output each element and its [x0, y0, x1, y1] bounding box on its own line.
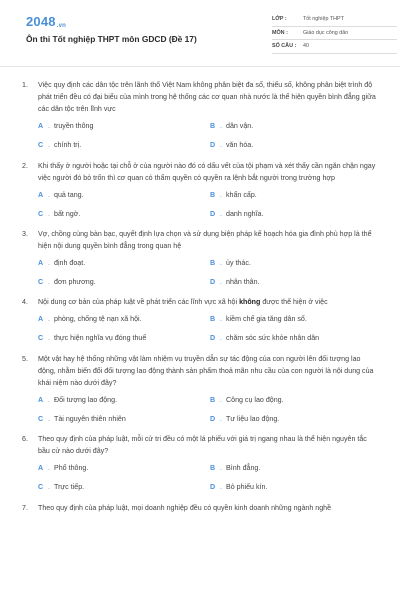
question-item — [22, 79, 385, 152]
answer-options — [38, 256, 385, 288]
option-letter: C — [38, 141, 44, 150]
answer-option-b[interactable]: B . Bình đẳng. — [210, 464, 261, 473]
info-key: LỚP : — [272, 16, 287, 23]
question-list — [0, 79, 400, 522]
answer-options — [38, 313, 385, 345]
question-text-part: Nội dung cơ bản của pháp luật về phát triển các lĩnh vực xã hội — [38, 298, 240, 307]
answer-option-d[interactable]: D . chăm sóc sức khỏe nhân dân — [210, 334, 320, 343]
option-text: Bỏ phiếu kín. — [226, 483, 268, 492]
option-text: nhân thân. — [226, 277, 260, 286]
option-letter: D — [210, 334, 216, 343]
option-letter: C — [38, 334, 44, 343]
option-letter: C — [38, 414, 44, 423]
answer-option-a[interactable]: A . Phổ thông. — [38, 464, 89, 473]
option-letter: D — [210, 141, 216, 150]
option-text: danh nghĩa. — [226, 209, 264, 218]
option-letter: B — [210, 190, 216, 199]
option-letter: B — [210, 395, 216, 404]
option-text: văn hóa. — [226, 141, 254, 150]
option-letter: A — [38, 258, 44, 267]
option-letter: A — [38, 122, 44, 131]
page-title: Ôn thi Tốt nghiệp THPT môn GDCD (Đề 17) — [26, 34, 197, 44]
answer-option-b[interactable]: B . dân vận. — [210, 122, 254, 131]
option-letter: D — [210, 277, 216, 286]
answer-option-c[interactable]: C . Trực tiếp. — [38, 483, 85, 492]
answer-options — [38, 462, 385, 494]
option-text: chính trị. — [54, 141, 82, 150]
option-text: khẩn cấp. — [226, 190, 257, 199]
option-letter: B — [210, 258, 216, 267]
answer-option-d[interactable]: D . danh nghĩa. — [210, 209, 264, 218]
question-text: Khi thấy ở người hoặc tại chỗ ở của người nào đó có dấu vết của tội phạm và xét thấy cần ngăn chặn ngay việc người đó bỏ trốn thì cơ quan có thẩm quyền có quyền ra lệnh bắt người trong trường hợp — [38, 161, 376, 182]
option-text: Phổ thông. — [54, 464, 89, 473]
answer-option-c[interactable]: C . bất ngờ. — [38, 209, 81, 218]
option-text: chăm sóc sức khỏe nhân dân — [226, 334, 320, 343]
question-item — [22, 296, 385, 344]
option-letter: B — [210, 464, 216, 473]
exam-header — [22, 0, 385, 66]
option-text: Công cụ lao động. — [226, 395, 284, 404]
answer-options — [38, 188, 385, 220]
info-key: SỐ CÂU : — [272, 43, 297, 50]
site-logo[interactable] — [26, 14, 66, 29]
answer-option-c[interactable]: C . Tài nguyên thiên nhiên — [38, 414, 126, 423]
option-text: Bình đẳng. — [226, 464, 261, 473]
info-value: Giáo dục công dân — [303, 29, 349, 36]
question-text: Vợ, chồng cùng bàn bạc, quyết định lựa chọn và sử dụng biện pháp kế hoạch hóa gia đình phù hợp là thể hiện nội dung quyền bình đẳng trong quan hệ — [38, 230, 372, 251]
question-number: 1. — [22, 81, 28, 89]
answer-option-d[interactable]: D . nhân thân. — [210, 277, 260, 286]
option-letter: A — [38, 464, 44, 473]
info-value: Tốt nghiệp THPT — [303, 16, 344, 23]
option-letter: D — [210, 483, 216, 492]
option-text: ủy thác. — [226, 258, 251, 267]
info-value: 40 — [303, 43, 309, 50]
question-number: 6. — [22, 435, 28, 444]
option-letter: D — [210, 209, 216, 218]
question-text: Theo quy định của pháp luật, mọi doanh nghiệp đều có quyền kinh doanh những ngành nghề — [38, 503, 332, 512]
answer-option-a[interactable]: A . phòng, chống tệ nạn xã hội. — [38, 315, 142, 324]
option-text: Tư liệu lao động. — [226, 414, 280, 423]
info-row-class — [272, 13, 397, 27]
question-item — [22, 353, 385, 426]
option-letter: B — [210, 315, 216, 324]
answer-option-d[interactable]: D . Tư liệu lao động. — [210, 414, 280, 423]
option-text: dân vận. — [226, 122, 254, 131]
option-letter: C — [38, 483, 44, 492]
question-item — [22, 433, 385, 493]
answer-option-b[interactable]: B . khẩn cấp. — [210, 190, 257, 199]
answer-option-c[interactable]: C . chính trị. — [38, 141, 82, 150]
answer-option-b[interactable]: B . kiềm chế gia tăng dân số. — [210, 315, 307, 324]
option-text: Trực tiếp. — [54, 483, 85, 492]
answer-option-c[interactable]: C . đơn phương. — [38, 277, 96, 286]
info-key: MÔN : — [272, 29, 288, 36]
answer-option-b[interactable]: B . Công cụ lao động. — [210, 395, 284, 404]
option-text: định đoạt. — [54, 258, 86, 267]
answer-option-b[interactable]: B . ủy thác. — [210, 258, 251, 267]
question-text: Một vật hay hệ thống những vật làm nhiệm vụ truyền dẫn sự tác động của con người lên đối tượng lao động, nhằm biến đổi đối tượng lao động thành sản phẩm thoả mãn nhu cầu của con người là nội dung của khái niệm nào dưới đây? — [38, 354, 374, 388]
question-text: Việc quy định các dân tộc trên lãnh thổ Việt Nam không phân biệt đa số, thiểu số, không phân biệt trình độ phát triển đều có đại biểu của mình trong hệ thống các cơ quan nhà nước là thể hiện quyền bình đẳng giữa các dân tộc trên lĩnh vực — [38, 81, 376, 114]
info-row-count — [272, 40, 397, 54]
question-item — [22, 160, 385, 220]
answer-options — [38, 120, 385, 152]
info-row-subject — [272, 27, 397, 41]
option-text: đơn phương. — [54, 277, 96, 286]
answer-option-d[interactable]: D . văn hóa. — [210, 141, 254, 150]
option-text: truyền thông — [54, 122, 94, 131]
question-number: 7. — [22, 503, 28, 512]
question-emphasis: không — [239, 298, 261, 307]
option-text: quả tang. — [54, 190, 84, 199]
option-letter: C — [38, 277, 44, 286]
option-text: thực hiện nghĩa vụ đóng thuế — [54, 334, 147, 343]
option-letter: B — [210, 122, 216, 131]
option-text: kiềm chế gia tăng dân số. — [226, 315, 307, 324]
logo-text: 2048 — [26, 14, 56, 29]
option-letter: A — [38, 395, 44, 404]
answer-option-a[interactable]: A . quả tang. — [38, 190, 84, 199]
option-text: Tài nguyên thiên nhiên — [54, 414, 126, 423]
answer-option-d[interactable]: D . Bỏ phiếu kín. — [210, 483, 268, 492]
option-letter: A — [38, 190, 44, 199]
question-text-part: được thể hiện ở việc — [260, 298, 328, 307]
question-number: 4. — [22, 298, 28, 307]
option-letter: C — [38, 209, 44, 218]
question-text: Theo quy định của pháp luật, mỗi cử tri đều có một lá phiếu với giá trị ngang nhau là thể hiện nguyên tắc bầu cử nào dưới đây? — [38, 435, 367, 456]
option-text: bất ngờ. — [54, 209, 81, 218]
option-text: Đối tượng lao động. — [54, 395, 118, 404]
option-letter: A — [38, 315, 44, 324]
answer-option-a[interactable]: A . Đối tượng lao động. — [38, 395, 118, 404]
question-item — [22, 502, 385, 514]
question-number: 2. — [22, 161, 28, 170]
answer-option-a[interactable]: A . định đoạt. — [38, 258, 86, 267]
answer-option-a[interactable]: A . truyền thông — [38, 122, 94, 131]
header-divider — [0, 66, 400, 67]
logo-suffix: .vn — [56, 23, 67, 29]
option-text: phòng, chống tệ nạn xã hội. — [54, 315, 142, 324]
answer-option-c[interactable]: C . thực hiện nghĩa vụ đóng thuế — [38, 334, 147, 343]
question-number: 5. — [22, 354, 28, 363]
option-letter: D — [210, 414, 216, 423]
question-number: 3. — [22, 230, 28, 239]
question-text — [38, 296, 376, 308]
question-item — [22, 228, 385, 288]
exam-info-table — [272, 13, 397, 54]
answer-options — [38, 393, 385, 425]
